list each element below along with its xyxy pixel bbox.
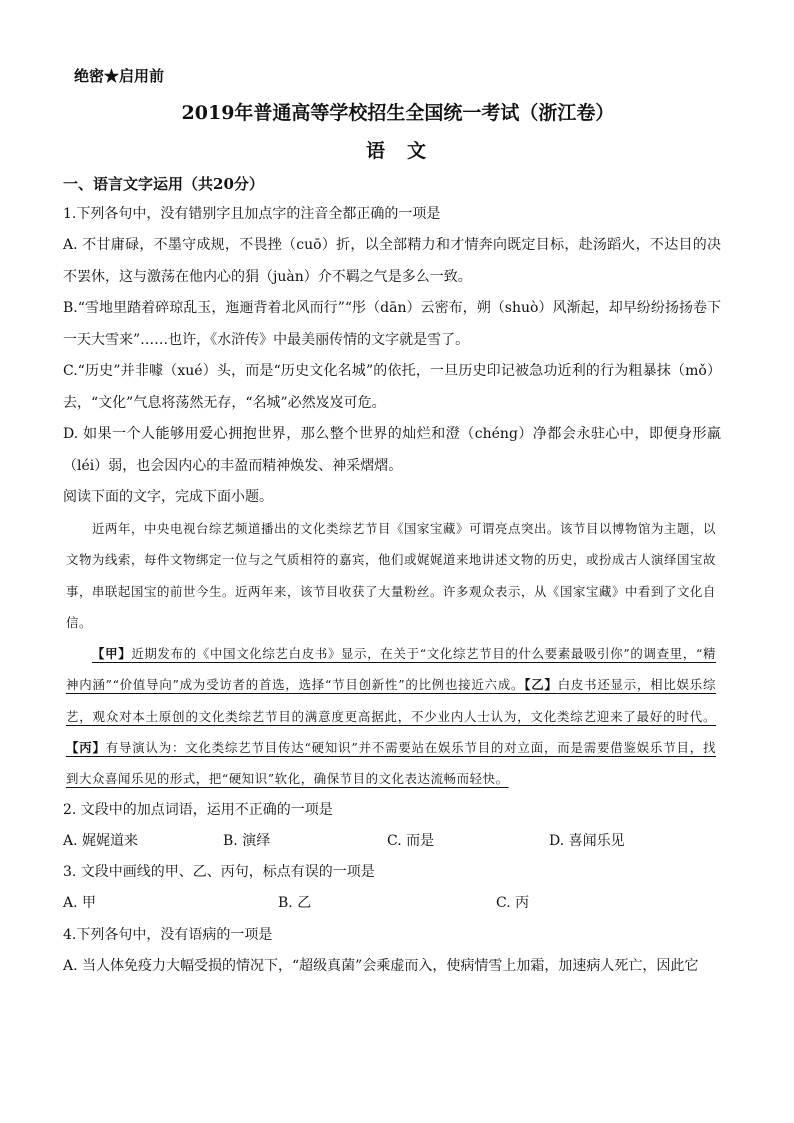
sentence-yi: 白皮书还显示，相比娱乐综艺，观众对本土原创的文化类综艺节目的满意度更高据此，不少业内人士认为，文化类综艺迎来了最好的时代。 (66, 677, 717, 724)
question-1-option-c: C.“历史”并非噱（xué）头，而是“历史文化名城”的依托，一旦历史印记被急功近利的行为粗暴抹（mǒ）去，“文化”气息将荡然无存，“名城”必然岌岌可危。 (63, 363, 721, 411)
question-2-stem: 2. 文段中的加点词语，运用不正确的一项是 (63, 801, 333, 818)
sentence-jia: 近期发布的《中国文化综艺白皮书》显示，在关于“文化综艺节目的什么要素最吸引你”的调查里，“精神内涵”“价值导向”成为受访者的首选，选择“节目创新性”的比例也接近六成。 (66, 646, 716, 693)
question-1-option-b: B.“雪地里踏着碎琼乱玉，迤逦背着北风而行”“彤（dān）云密布，朔（shuò）风渐起，却早纷纷扬扬卷下一天大雪来”……也许，《水浒传》中最美丽传情的文字就是雪了。 (63, 300, 721, 348)
question-2-options (63, 826, 721, 858)
sentence-bing: 有导演认为：文化类综艺节目传达“硬知识”并不需要站在娱乐节目的对立面，而是需要借鉴娱乐节目，找到大众喜闻乐见的形式，把“硬知识”软化，确保节目的文化表达流畅而轻快。 (66, 740, 716, 787)
subject-title: 语文 (365, 140, 448, 162)
question-1-option-d: D. 如果一个人能够用爱心拥抱世界，那么整个世界的灿烂和澄（chéng）净都会永驻心中，即便身形羸（léi）弱，也会因内心的丰盈而精神焕发、神采熠熠。 (63, 426, 721, 474)
marker-jia: 【甲】 (92, 646, 132, 662)
reading-paragraph-2 (66, 638, 716, 794)
question-4-option-a: A. 当人体免疫力大幅受损的情况下，“超级真菌”会乘虚而入，使病情雪上加霜，加速病人死亡，因此它 (63, 957, 699, 974)
question-3-option-c: C. 丙 (496, 895, 530, 912)
question-1-stem: 1.下列各句中，没有错别字且加点字的注音全都正确的一项是 (63, 206, 441, 222)
marker-bing: 【丙】 (66, 740, 106, 756)
question-4-stem: 4.下列各句中，没有语病的一项是 (63, 926, 273, 943)
reading-paragraph-1: 近两年，中央电视台综艺频道播出的文化类综艺节目《国家宝藏》可谓亮点突出。该节目以博物馆为主题，以文物为线索，每件文物绑定一位与之气质相符的嘉宾，他们或娓娓道来地讲述文物的历史，或扮成古人演绎国宝故事，串联起国宝的前世今生。近两年来，该节目收获了大量粉丝。许多观众表示，从《国家宝藏》中看到了文化自信。 (66, 521, 716, 630)
question-3-option-a: A. 甲 (63, 895, 97, 912)
question-1-option-a: A. 不甘庸碌，不墨守成规，不畏挫（cuō）折，以全部精力和才情奔向既定目标，赴汤蹈火，不达目的决不罢休，这与激荡在他内心的狷（juàn）介不羁之气是多么一致。 (63, 237, 721, 285)
reading-instruction: 阅读下面的文字，完成下面小题。 (63, 489, 273, 505)
question-3-stem: 3. 文段中画线的甲、乙、丙句，标点有误的一项是 (63, 864, 375, 881)
marker-yi: 【乙】 (524, 677, 558, 693)
question-3-option-b: B. 乙 (278, 895, 312, 912)
question-2-option-a: A. 娓娓道来 (63, 832, 139, 849)
question-2-option-b: B. 演绎 (223, 832, 271, 849)
question-3-options (63, 888, 721, 920)
section-title: 一、语言文字运用（共20分） (63, 175, 264, 193)
question-2-option-c: C. 而是 (387, 832, 435, 849)
confidential-mark: 绝密★启用前 (74, 67, 165, 85)
question-2-option-d: D. 喜闻乐见 (549, 832, 625, 849)
exam-title: 2019年普通高等学校招生全国统一考试（浙江卷） (181, 102, 615, 124)
